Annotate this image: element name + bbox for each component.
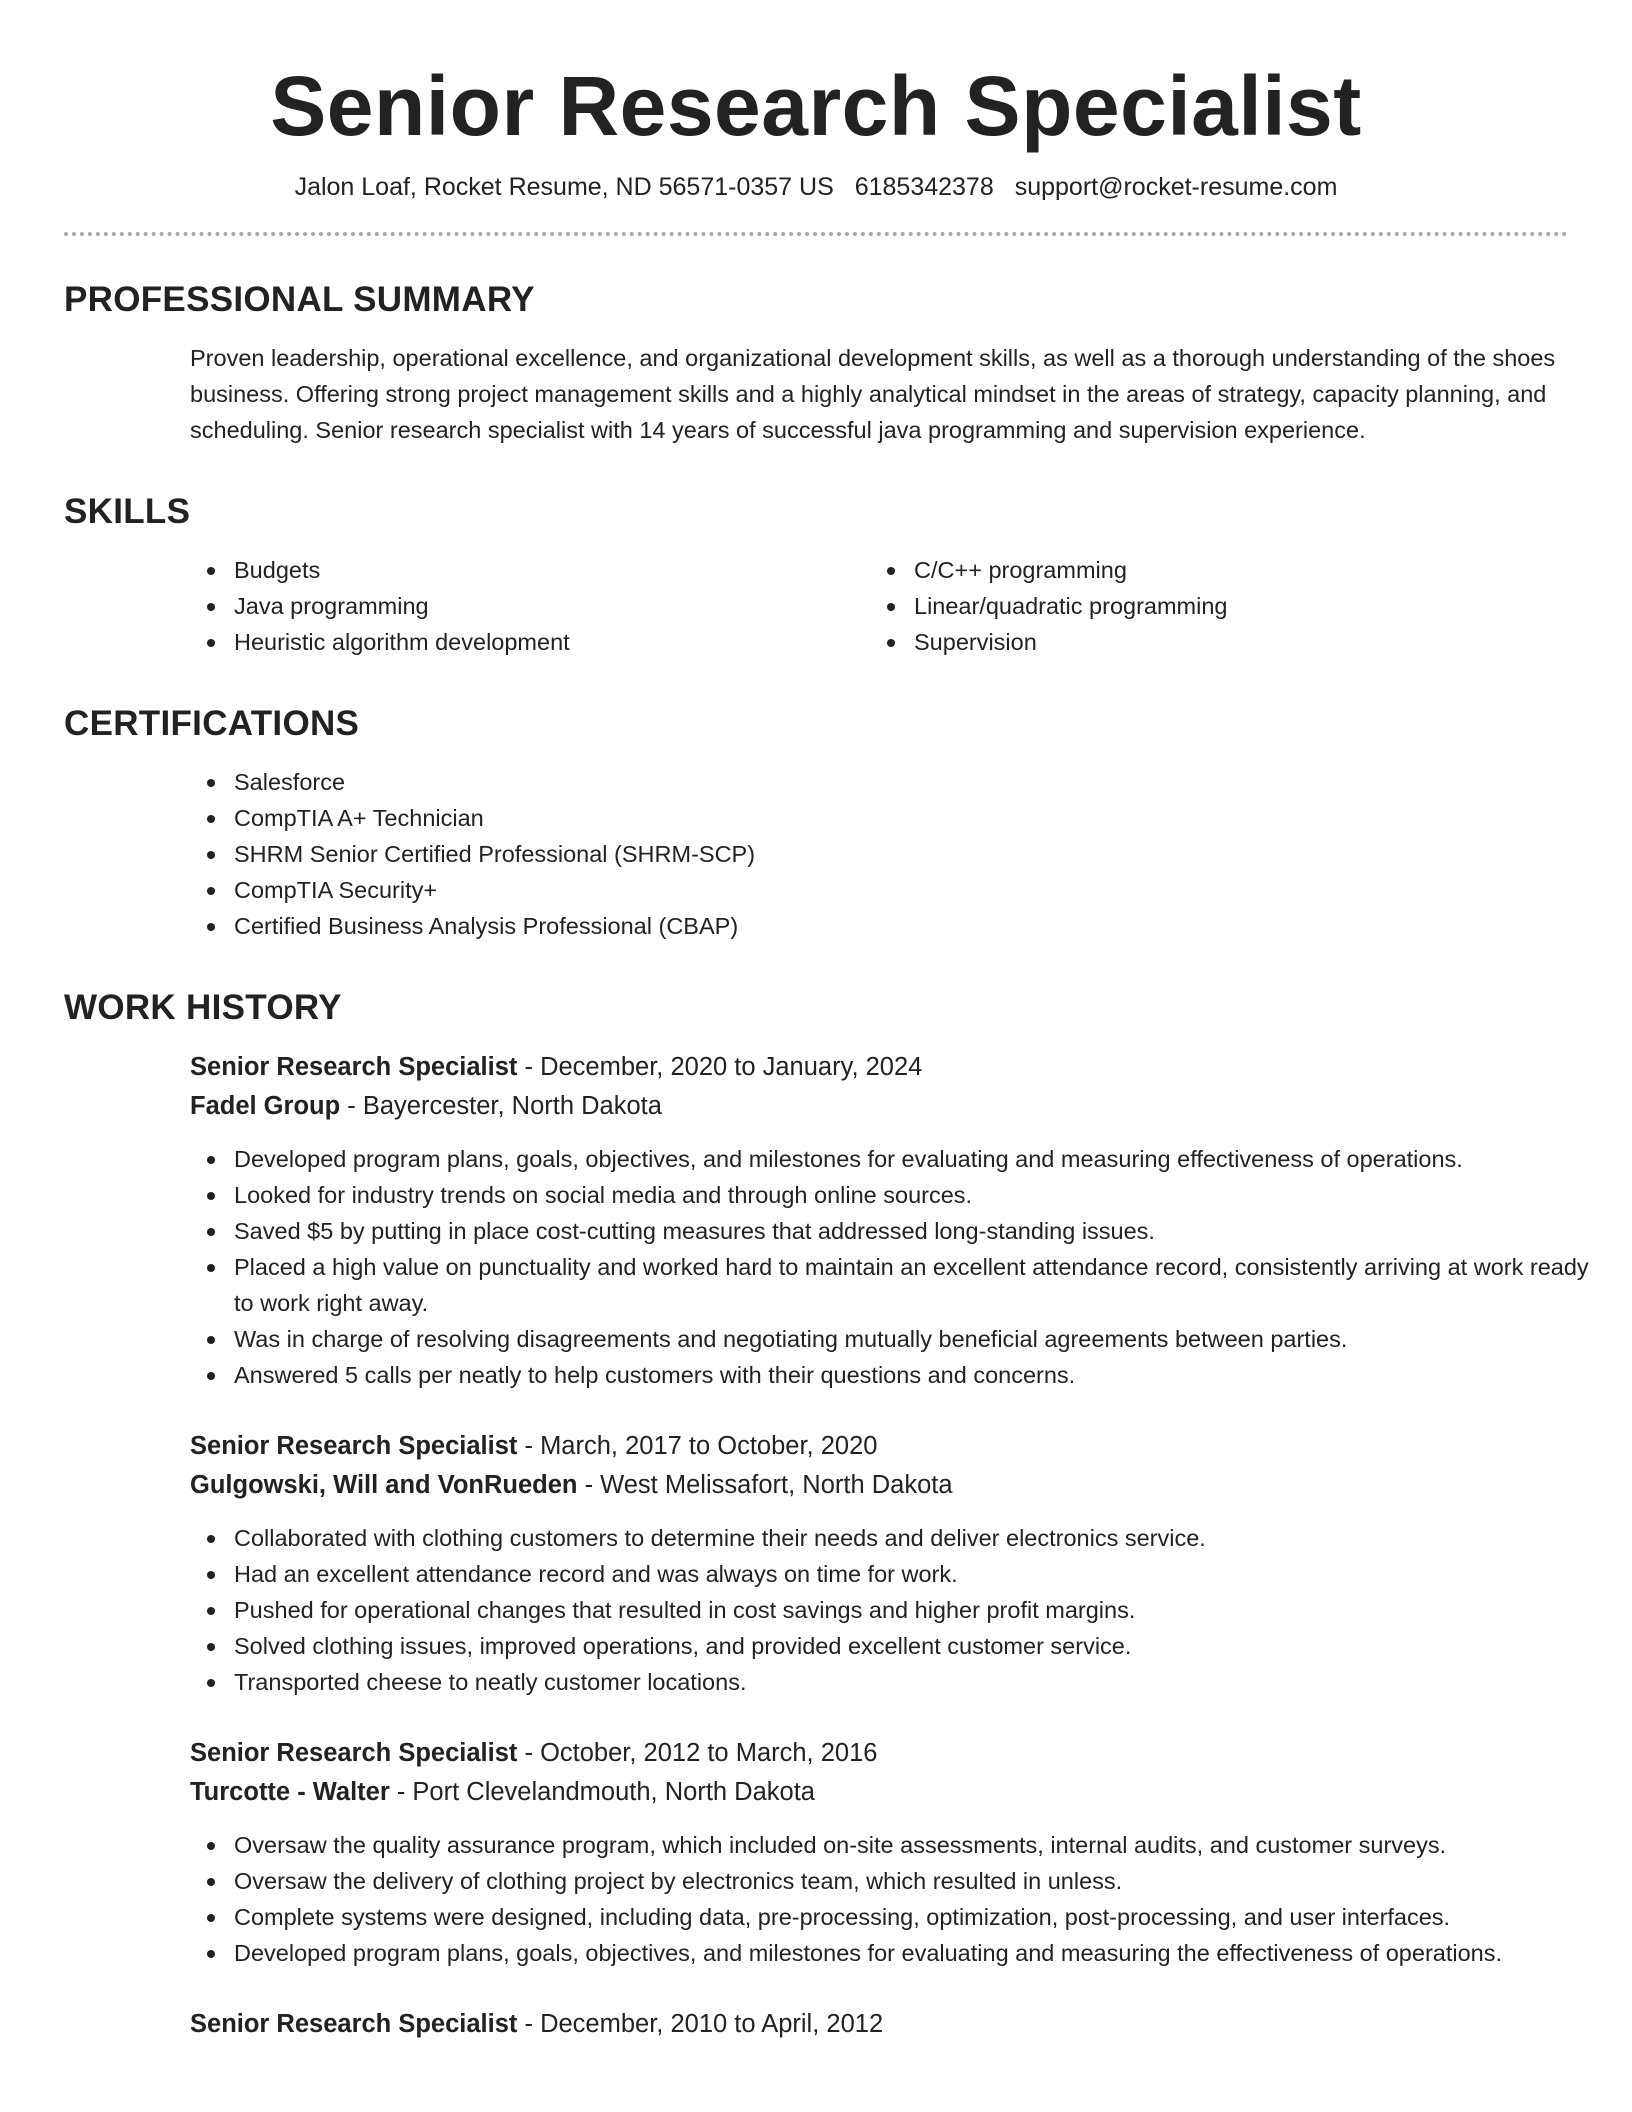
job-entry (190, 2005, 1568, 2044)
job-title-line (190, 1427, 1568, 1466)
job-title: Senior Research Specialist (190, 1739, 518, 1767)
job-duty: Transported cheese to neatly customer locations. (190, 1664, 1610, 1700)
certification-item: Salesforce (190, 764, 1568, 800)
job-duty: Saved $5 by putting in place cost-cutting measures that addressed long-standing issues. (190, 1213, 1610, 1249)
skill-item: Heuristic algorithm development (190, 624, 870, 660)
job-company: Fadel Group (190, 1092, 341, 1120)
skill-item: Linear/quadratic programming (870, 588, 1550, 624)
job-duty: Oversaw the quality assurance program, which included on-site assessments, internal audits, and customer surveys. (190, 1827, 1610, 1863)
job-duties (190, 1520, 1568, 1700)
job-title: Senior Research Specialist (190, 1053, 518, 1081)
job-duty: Placed a high value on punctuality and worked hard to maintain an excellent attendance record, consistently arriving at work ready to work right away. (190, 1249, 1610, 1321)
job-duty: Developed program plans, goals, objectives, and milestones for evaluating and measuring the effectiveness of operations. (190, 1935, 1610, 1971)
work-history-heading: WORK HISTORY (64, 988, 342, 1027)
skill-item: Java programming (190, 588, 870, 624)
job-company-line (190, 1466, 1568, 1505)
job-duty: Oversaw the delivery of clothing project by electronics team, which resulted in unless. (190, 1863, 1610, 1899)
job-duty: Looked for industry trends on social media and through online sources. (190, 1177, 1610, 1213)
skill-item: Supervision (870, 624, 1550, 660)
job-duty: Solved clothing issues, improved operations, and provided excellent customer service. (190, 1628, 1610, 1664)
header-divider (64, 232, 1568, 236)
job-duty: Answered 5 calls per neatly to help customers with their questions and concerns. (190, 1357, 1610, 1393)
contact-line (64, 170, 1568, 204)
job-entry (190, 1048, 1589, 1393)
skills-list-left (190, 552, 870, 660)
job-location: - Port Clevelandmouth, North Dakota (389, 1778, 815, 1806)
certifications-list (190, 764, 1568, 944)
certification-item: SHRM Senior Certified Professional (SHRM-SCP) (190, 836, 1568, 872)
job-dates: - December, 2010 to April, 2012 (517, 2010, 884, 2038)
resume-title: Senior Research Specialist (270, 59, 1362, 153)
certification-item: CompTIA A+ Technician (190, 800, 1568, 836)
job-title: Senior Research Specialist (190, 1432, 518, 1460)
certification-item: CompTIA Security+ (190, 872, 1568, 908)
certifications-section (190, 764, 1568, 944)
job-title-line (190, 1734, 1568, 1773)
job-dates: - December, 2020 to January, 2024 (517, 1053, 923, 1081)
job-dates: - March, 2017 to October, 2020 (517, 1432, 878, 1460)
job-company: Turcotte - Walter (190, 1778, 390, 1806)
job-company-line (190, 1773, 1568, 1812)
skills-section (190, 552, 1568, 660)
contact-phone: 6185342378 (854, 173, 994, 201)
skills-heading: SKILLS (64, 492, 191, 531)
certifications-heading: CERTIFICATIONS (64, 704, 360, 743)
job-company: Gulgowski, Will and VonRueden (190, 1471, 578, 1499)
contact-address: Jalon Loaf, Rocket Resume, ND 56571-0357 US (294, 173, 834, 201)
job-location: - Bayercester, North Dakota (340, 1092, 662, 1120)
job-company-line (190, 1087, 1568, 1126)
job-duty: Complete systems were designed, including data, pre-processing, optimization, post-processing, and user interfaces. (190, 1899, 1610, 1935)
work-history-section (190, 1048, 1589, 2044)
job-duty: Developed program plans, goals, objectives, and milestones for evaluating and measuring effectiveness of operations. (190, 1141, 1610, 1177)
job-location: - West Melissafort, North Dakota (577, 1471, 953, 1499)
contact-email: support@rocket-resume.com (1014, 173, 1338, 201)
certification-item: Certified Business Analysis Professional (CBAP) (190, 908, 1568, 944)
summary-text: Proven leadership, operational excellence, and organizational development skills, as well as a thorough understanding of the shoes business. Offering strong project management skills and a highly analytical mindset in the areas of strategy, capacity planning, and scheduling. Senior research specialist with 14 years of successful java programming and supervision experience. (190, 345, 1556, 443)
skills-list-right (870, 552, 1550, 660)
job-duties (190, 1141, 1589, 1393)
job-entry (190, 1427, 1568, 1700)
job-dates: - October, 2012 to March, 2016 (517, 1739, 878, 1767)
job-title: Senior Research Specialist (190, 2010, 518, 2038)
skill-item: Budgets (190, 552, 870, 588)
summary-section (190, 340, 1568, 448)
job-duty: Collaborated with clothing customers to determine their needs and deliver electronics service. (190, 1520, 1610, 1556)
job-title-line (190, 1048, 1568, 1087)
job-duty: Was in charge of resolving disagreements and negotiating mutually beneficial agreements between parties. (190, 1321, 1610, 1357)
summary-heading: PROFESSIONAL SUMMARY (64, 280, 535, 319)
job-duties (190, 1827, 1568, 1971)
skill-item: C/C++ programming (870, 552, 1550, 588)
job-duty: Pushed for operational changes that resulted in cost savings and higher profit margins. (190, 1592, 1610, 1628)
job-entry (190, 1734, 1568, 1971)
job-title-line (190, 2005, 1568, 2044)
job-duty: Had an excellent attendance record and was always on time for work. (190, 1556, 1610, 1592)
